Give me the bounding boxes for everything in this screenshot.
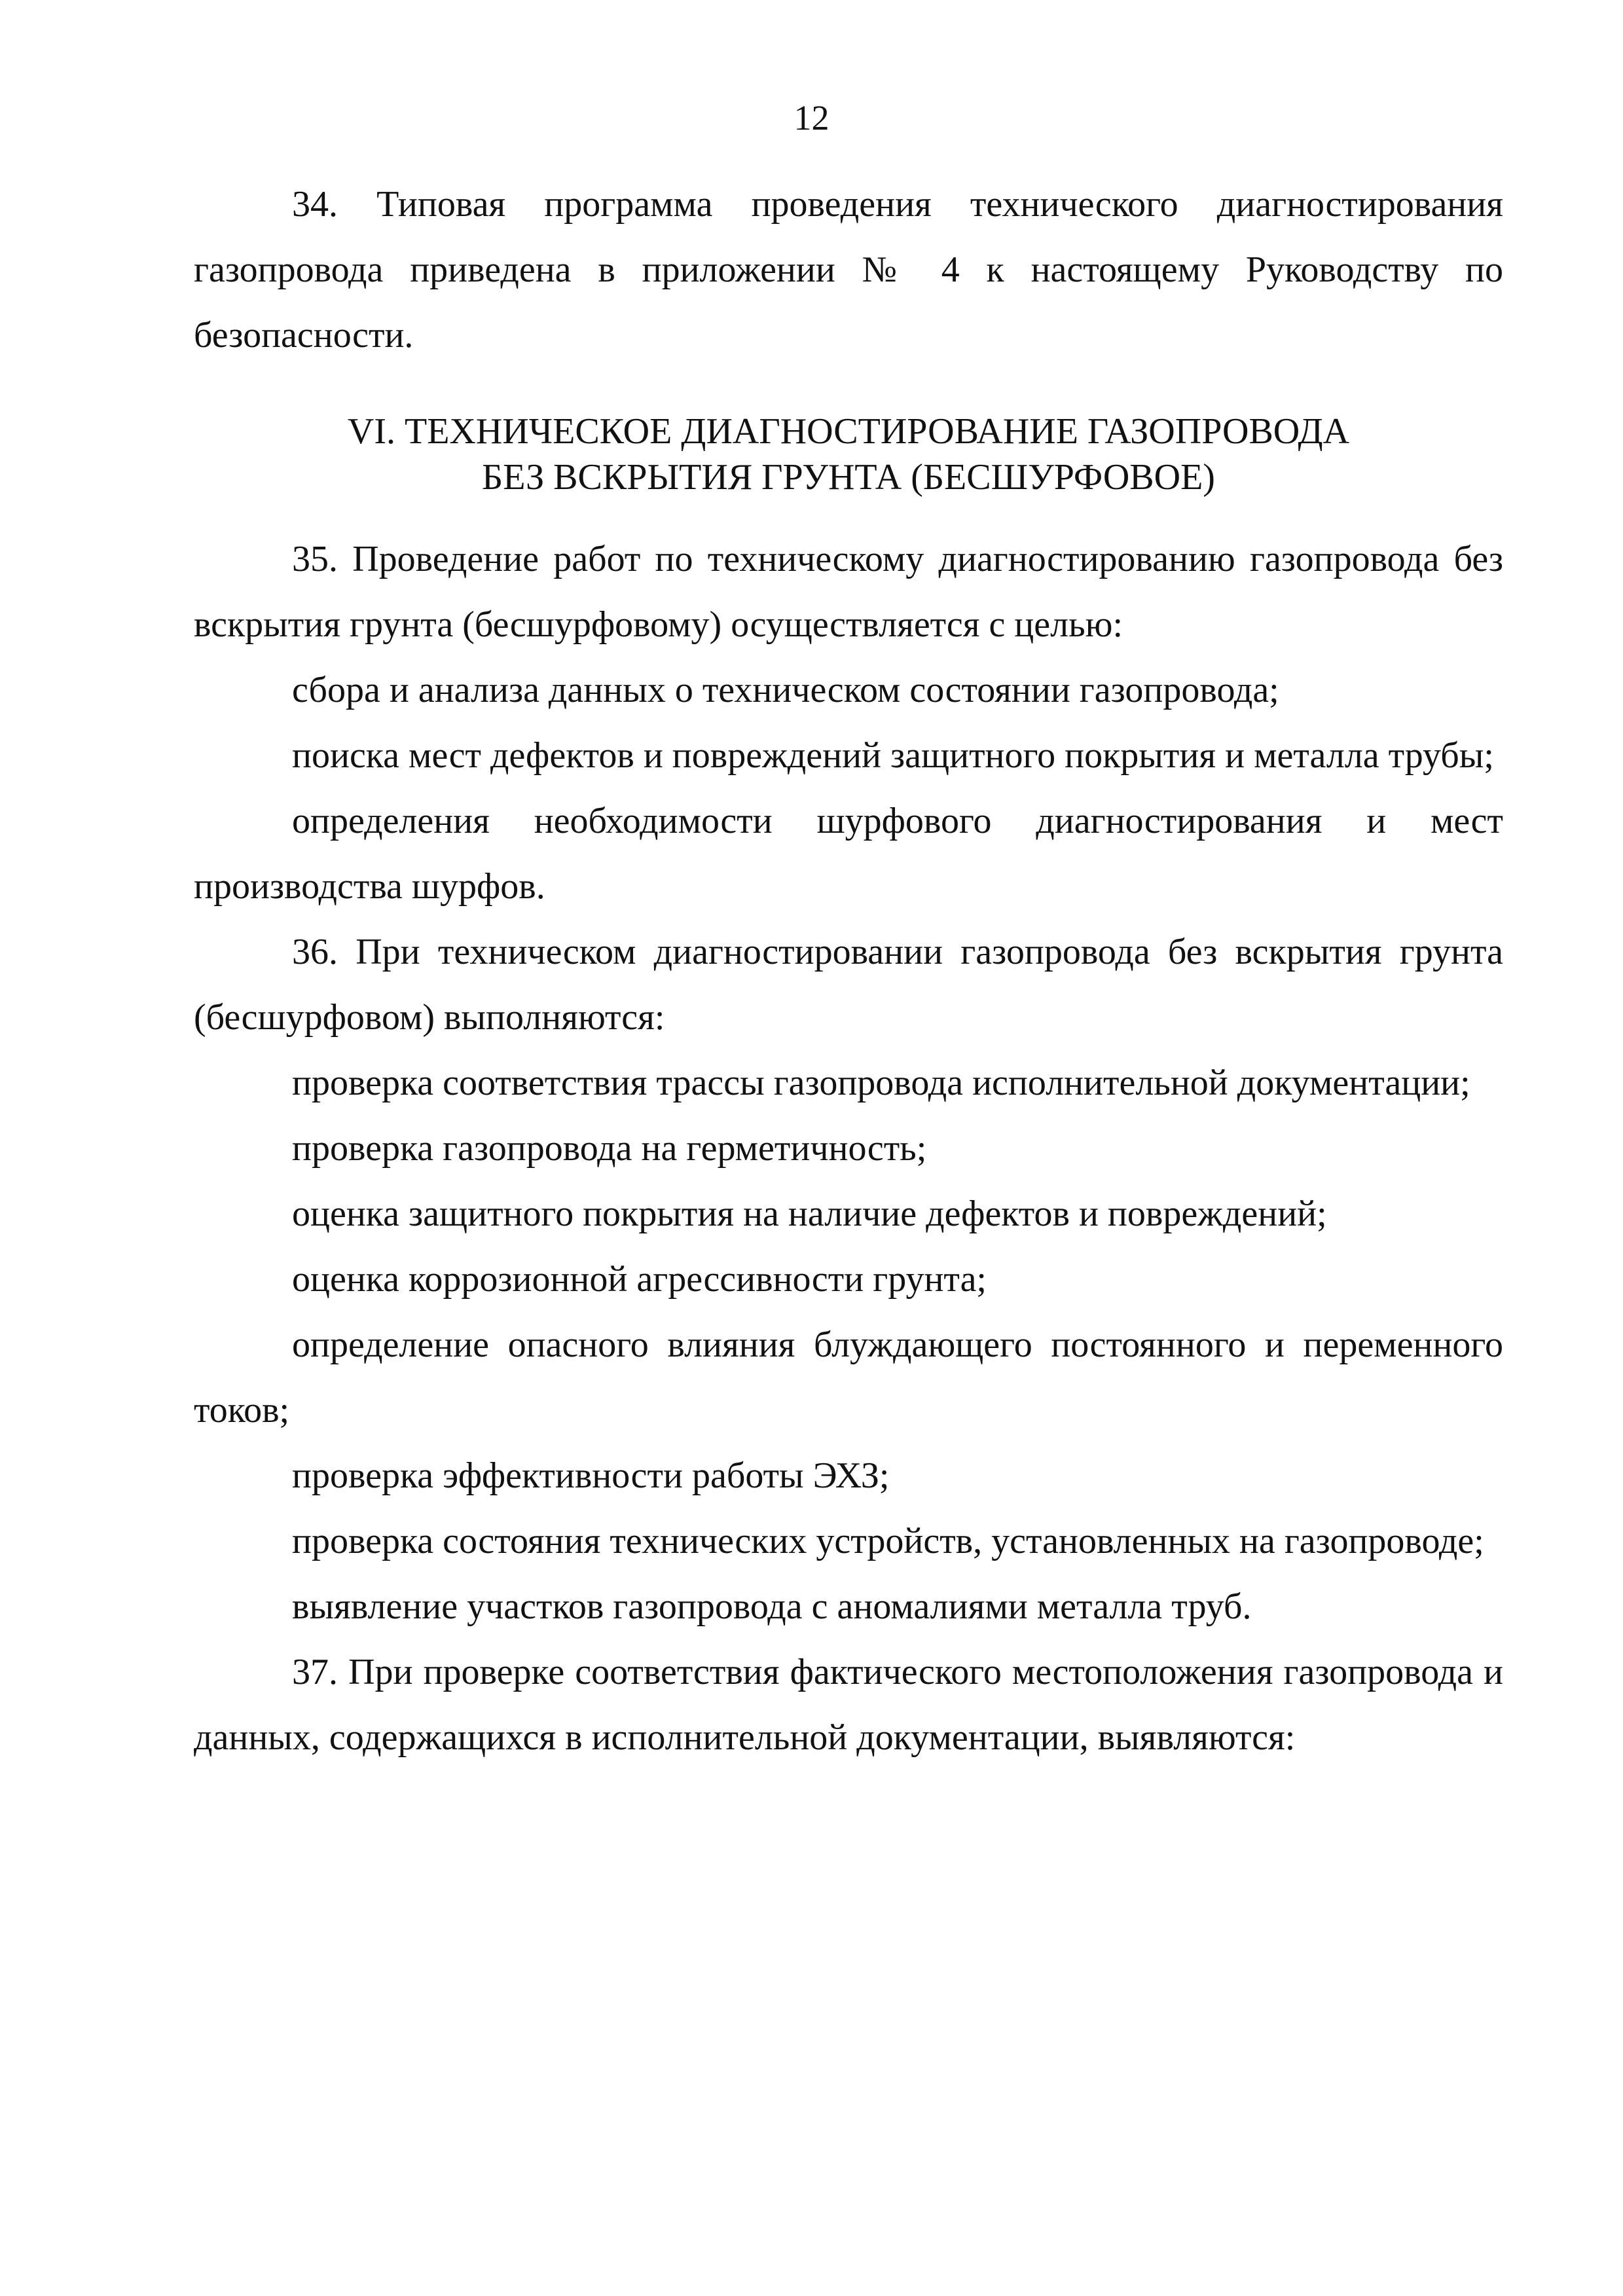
list-item: проверка эффективности работы ЭХЗ; <box>292 1455 890 1496</box>
paragraph-35: 35. Проведение работ по техническому диагностированию газопровода без вскрытия грунта (бесшурфовому) осуществляется с целью: <box>194 539 1503 645</box>
list-item: сбора и анализа данных о техническом состоянии газопровода; <box>292 670 1279 710</box>
list-item: оценка коррозионной агрессивности грунта; <box>292 1259 987 1300</box>
section-heading-line-1: VI. ТЕХНИЧЕСКОЕ ДИАГНОСТИРОВАНИЕ ГАЗОПРОВОДА <box>347 411 1350 452</box>
list-item: проверка соответствия трассы газопровода исполнительной документации; <box>292 1063 1470 1103</box>
list-item: проверка состояния технических устройств, установленных на газопроводе; <box>292 1521 1484 1561</box>
paragraph-36: 36. При техническом диагностировании газопровода без вскрытия грунта (бесшурфовом) выполняются: <box>194 932 1503 1038</box>
paragraph-34: 34. Типовая программа проведения технического диагностирования газопровода приведена в приложении № 4 к настоящему Руководству по безопасности. <box>194 184 1503 355</box>
section-heading <box>194 409 1503 500</box>
paragraph-37: 37. При проверке соответствия фактического местоположения газопровода и данных, содержащихся в исполнительной документации, выявляются: <box>194 1652 1503 1758</box>
list-item: выявление участков газопровода с аномалиями металла труб. <box>292 1586 1252 1627</box>
list-item: оценка защитного покрытия на наличие дефектов и повреждений; <box>292 1194 1327 1234</box>
page-number: 12 <box>793 98 830 137</box>
list-item: проверка газопровода на герметичность; <box>292 1128 927 1169</box>
document-body <box>194 172 1503 1770</box>
list-item: определение опасного влияния блуждающего постоянного и переменного токов; <box>194 1324 1503 1430</box>
list-item: определения необходимости шурфового диагностирования и мест производства шурфов. <box>194 801 1503 907</box>
list-item: поиска мест дефектов и повреждений защитного покрытия и металла трубы; <box>292 735 1494 776</box>
section-heading-line-2: БЕЗ ВСКРЫТИЯ ГРУНТА (БЕСШУРФОВОЕ) <box>482 457 1215 498</box>
